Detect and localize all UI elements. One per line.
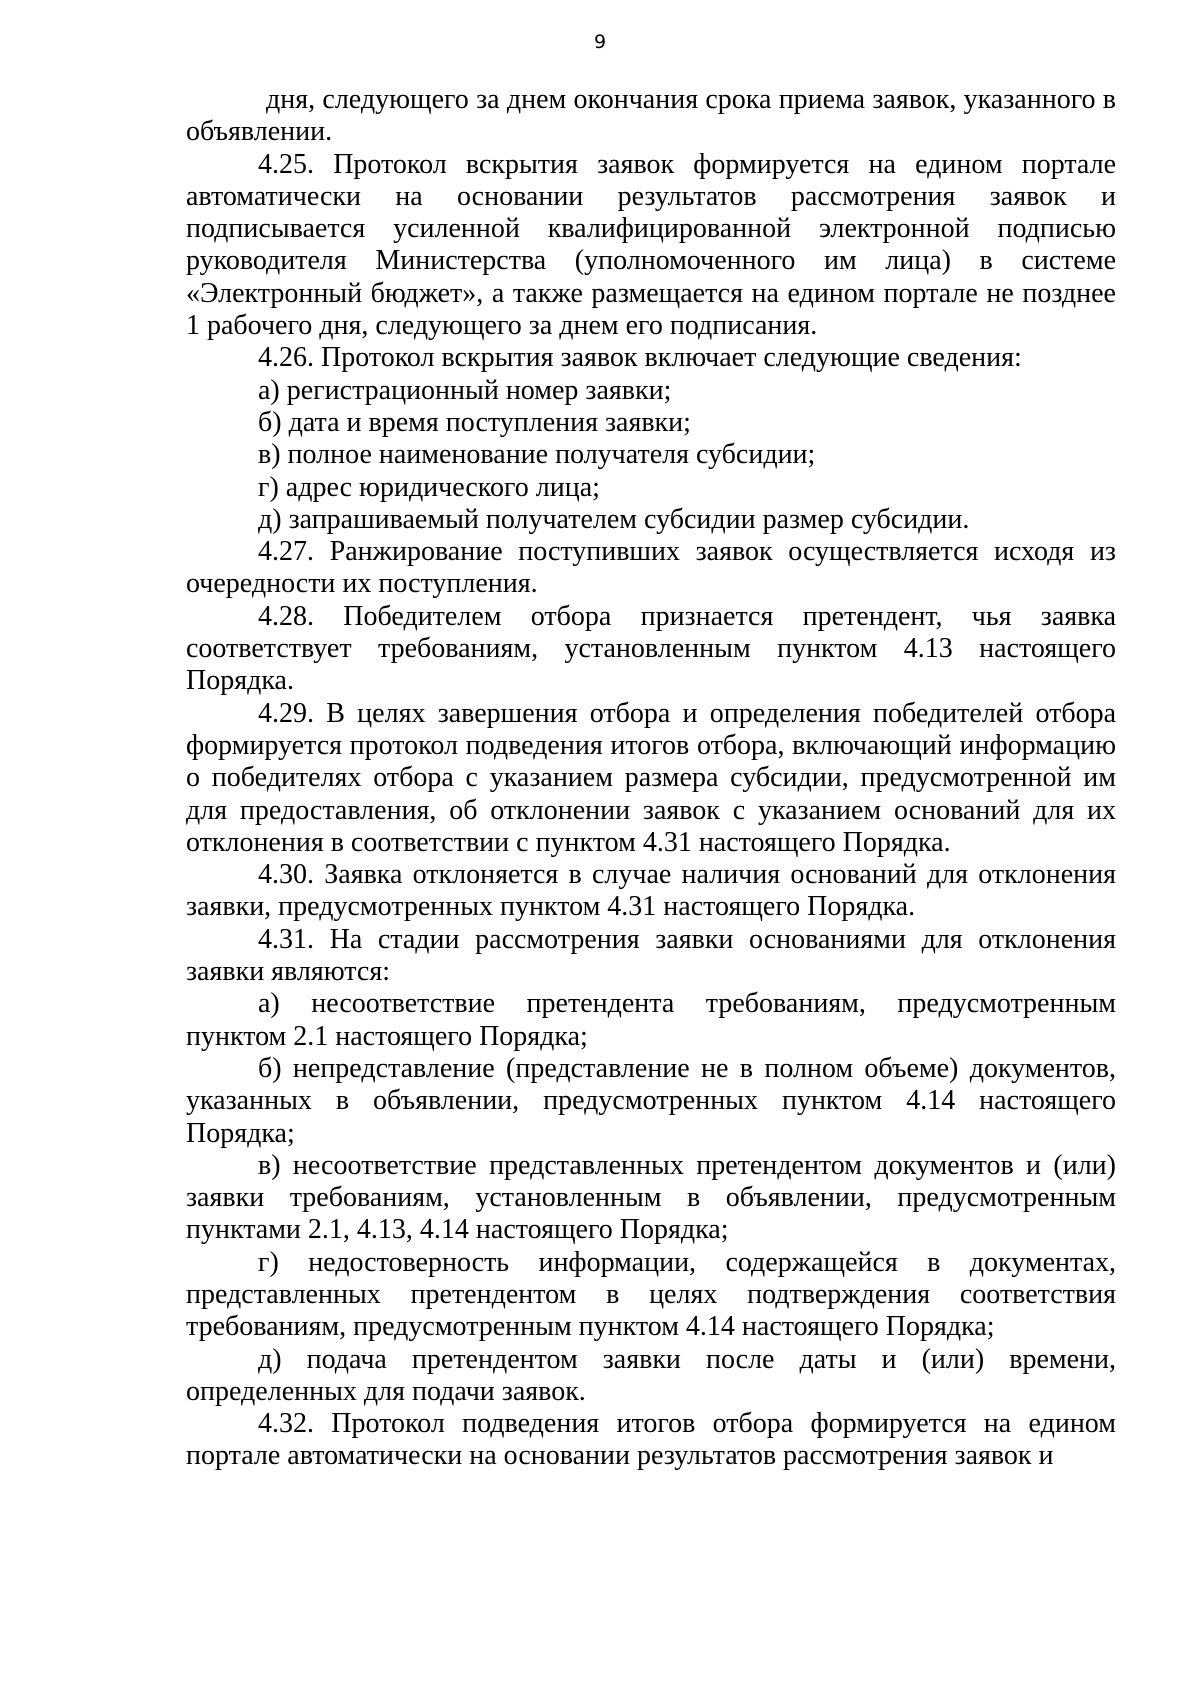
rejection-ground-g: г) недостоверность информации, содержащейся в документах, представленных претендентом в целях подтверждения соответствия требованиям, предусмотренным пунктом 4.14 настоящего Порядка; xyxy=(186,1246,1116,1343)
list-item-b: б) дата и время поступления заявки; xyxy=(258,406,691,438)
rejection-ground-v: в) несоответствие представленных претендентом документов и (или) заявки требованиям, установленным в объявлении, предусмотренным пунктами 2.1, 4.13, 4.14 настоящего Порядка; xyxy=(186,1149,1116,1246)
paragraph-4-26: 4.26. Протокол вскрытия заявок включает следующие сведения: xyxy=(258,342,1022,374)
document-body xyxy=(186,84,1116,1473)
paragraph-4-31: 4.31. На стадии рассмотрения заявки основаниями для отклонения заявки являются: xyxy=(186,923,1116,988)
paragraph-4-32: 4.32. Протокол подведения итогов отбора формируется на едином портале автоматически на основании результатов рассмотрения заявок и xyxy=(186,1408,1116,1472)
paragraph-4-30: 4.30. Заявка отклоняется в случае наличия оснований для отклонения заявки, предусмотренных пунктом 4.31 настоящего Порядка. xyxy=(186,859,1116,923)
page-number: 9 xyxy=(593,31,607,53)
list-item-g: г) адрес юридического лица; xyxy=(258,471,600,503)
paragraph-4-25: 4.25. Протокол вскрытия заявок формируется на едином портале автоматически на основании результатов рассмотрения заявок и подписывается усиленной квалифицированной электронной подписью руководителя Министерства (уполномоченного им лица) в системе «Электронный бюджет», а также размещается на едином портале не позднее 1 рабочего дня, следующего за днем его подписания. xyxy=(186,148,1116,342)
rejection-ground-b: б) непредставление (представление не в полном объеме) документов, указанных в объявлении, предусмотренных пунктом 4.14 настоящего Порядка; xyxy=(186,1052,1116,1149)
paragraph-4-29: 4.29. В целях завершения отбора и определения победителей отбора формируется протокол подведения итогов отбора, включающий информацию о победителях отбора с указанием размера субсидии, предусмотренной им для предоставления, об отклонении заявок с указанием оснований для их отклонения в соответствии с пунктом 4.31 настоящего Порядка. xyxy=(186,697,1116,858)
list-item-v: в) полное наименование получателя субсидии; xyxy=(258,439,816,471)
paragraph-continuation: дня, следующего за днем окончания срока приема заявок, указанного в объявлении. xyxy=(186,84,1116,148)
list-item-a: а) регистрационный номер заявки; xyxy=(258,374,672,406)
rejection-ground-a: а) несоответствие претендента требованиям, предусмотренным пунктом 2.1 настоящего Порядка; xyxy=(186,988,1116,1052)
paragraph-4-28: 4.28. Победителем отбора признается претендент, чья заявка соответствует требованиям, установленным пунктом 4.13 настоящего Порядка. xyxy=(186,600,1116,697)
rejection-ground-d: д) подача претендентом заявки после даты и (или) времени, определенных для подачи заявок. xyxy=(186,1343,1116,1407)
list-item-d: д) запрашиваемый получателем субсидии размер субсидии. xyxy=(258,503,970,535)
paragraph-4-27: 4.27. Ранжирование поступивших заявок осуществляется исходя из очередности их поступления. xyxy=(186,536,1116,600)
